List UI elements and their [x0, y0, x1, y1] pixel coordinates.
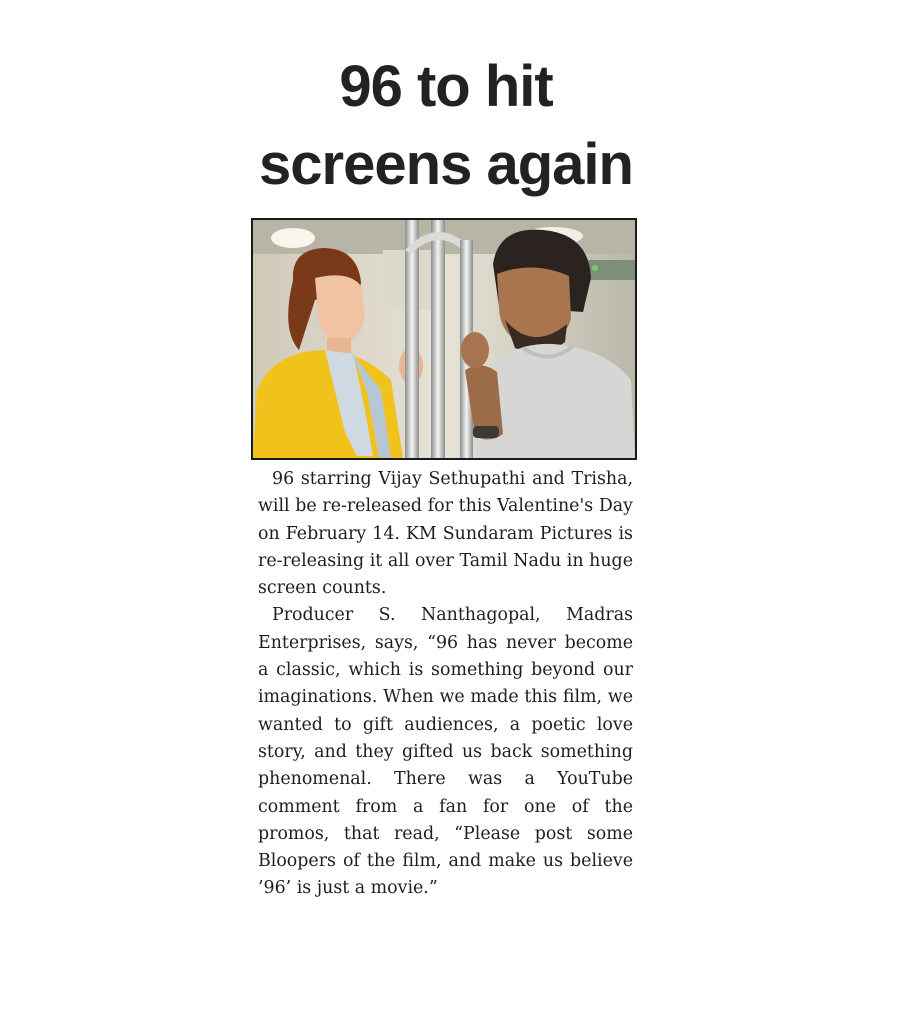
article-body [258, 466, 633, 903]
article-paragraph-1: 96 starring Vijay Sethupathi and Trisha, will be re-released for this Valentine's Day on February 14. KM Sundaram Pictures is re-releasing it all over Tamil Nadu in huge screen counts. [258, 469, 633, 599]
movie-still-photo [251, 218, 637, 460]
article-headline [250, 48, 642, 204]
article-paragraph-2: Producer S. Nanthagopal, Madras Enterprises, says, “96 has never become a classic, which is something beyond our imaginations. When we made this film, we wanted to gift audiences, a poetic love story, and they gifted us back something phenomenal. There was a YouTube comment from a fan for one of the promos, that read, “Please post some Bloopers of the film, and make us believe ’96’ is just a movie.” [258, 605, 633, 899]
headline-line-1: 96 to hit [339, 54, 553, 119]
headline-line-2: screens again [259, 132, 633, 197]
